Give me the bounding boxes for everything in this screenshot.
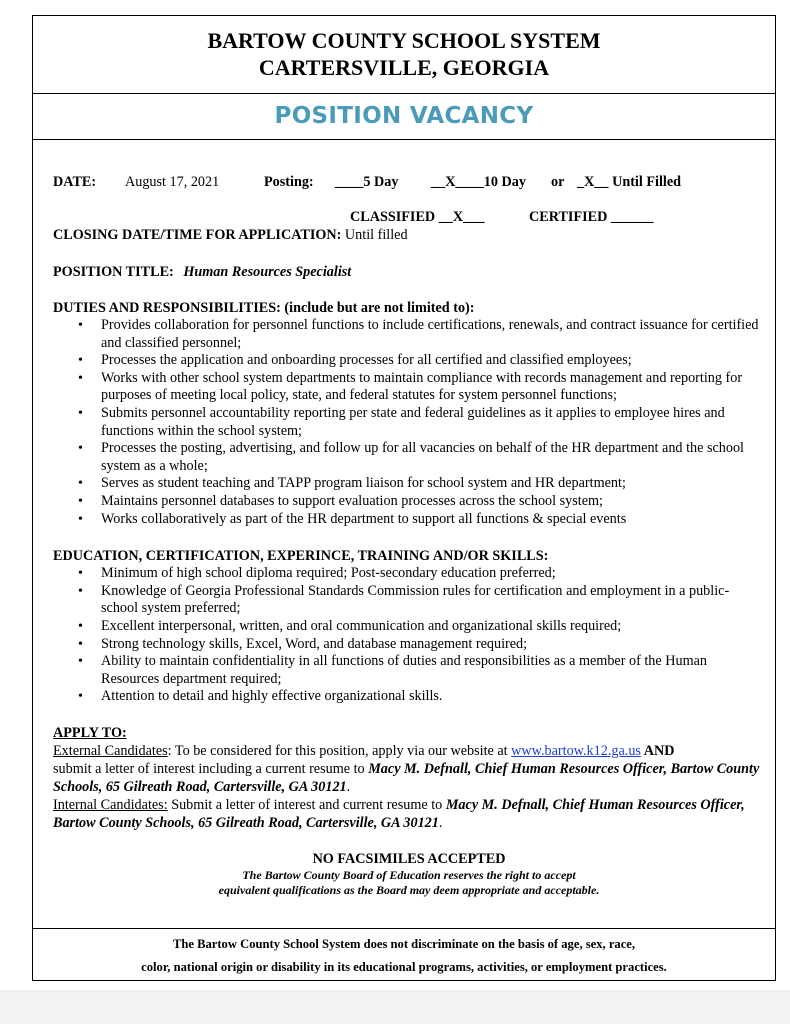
posting-label: Posting: — [264, 174, 314, 190]
education-item: • Attention to detail and highly effective organizational skills. — [53, 688, 765, 706]
school-system-title: BARTOW COUNTY SCHOOL SYSTEM — [207, 28, 601, 53]
until-filled-option: _X__ Until Filled — [577, 174, 682, 190]
hr-contact-external: Macy M. Defnall, Chief Human Resources Officer, Bartow County Schools, 65 Gilreath Road, Cartersville, GA 30121 — [53, 760, 760, 795]
duty-item: • Works with other school system departments to maintain compliance with records management and reporting for purposes of meeting local policy, state, and federal statutes for system personnel functions; — [53, 370, 765, 405]
position-title-label: POSITION TITLE: — [53, 264, 174, 280]
hr-contact-internal: Macy M. Defnall, Chief Human Resources Officer, Bartow County Schools, 65 Gilreath Road, Cartersville, GA 30121 — [53, 796, 745, 831]
category-row — [53, 208, 765, 226]
closing-row — [53, 226, 765, 244]
position-title-row — [53, 263, 765, 281]
closing-label: CLOSING DATE/TIME FOR APPLICATION: — [53, 227, 342, 243]
education-item: • Strong technology skills, Excel, Word, and database management required; — [53, 636, 765, 654]
no-facsimiles-notice: NO FACSIMILES ACCEPTED — [312, 850, 506, 867]
external-candidates-text-2: submit a letter of interest including a current resume to — [53, 760, 369, 777]
or-text: or — [551, 174, 565, 190]
education-item: • Ability to maintain confidentiality in all functions of duties and responsibilities as a member of the Human Resources department required; — [53, 653, 765, 688]
closing-value: Until filled — [344, 227, 408, 243]
internal-candidates-paragraph — [53, 796, 765, 832]
education-item: • Minimum of high school diploma required; Post-secondary education preferred; — [53, 565, 765, 583]
footer-line2: color, national origin or disability in its educational programs, activities, or employment practices. — [141, 960, 667, 974]
internal-candidates-text: Submit a letter of interest and current resume to — [167, 796, 446, 813]
period: . — [346, 778, 351, 795]
page-bottom-background — [0, 990, 790, 1024]
position-vacancy-title: POSITION VACANCY — [33, 94, 775, 140]
footer-line1: The Bartow County School System does not discriminate on the basis of age, sex, race, — [172, 937, 636, 951]
duty-item: • Serves as student teaching and TAPP program liaison for school system and HR department; — [53, 475, 765, 493]
five-day-option: ____5 Day — [335, 174, 399, 190]
duty-item: • Works collaboratively as part of the HR department to support all functions & special events — [53, 511, 765, 529]
duty-item: • Submits personnel accountability reporting per state and federal guidelines as it applies to employee hires and functions within the school system; — [53, 405, 765, 440]
website-link[interactable]: www.bartow.k12.ga.us — [511, 742, 641, 759]
education-list — [53, 565, 765, 706]
vacancy-document — [32, 15, 776, 981]
duty-item: • Provides collaboration for personnel functions to include certifications, renewals, and contract issuance for certified and classified personnel; — [53, 317, 765, 352]
external-candidates-label: External Candidates — [53, 742, 168, 759]
duty-item: • Processes the posting, advertising, and follow up for all vacancies on behalf of the HR department and the school system as a whole; — [53, 440, 765, 475]
duties-heading: DUTIES AND RESPONSIBILITIES: (include but are not limited to): — [53, 300, 475, 316]
duty-item: • Maintains personnel databases to support evaluation processes across the school system; — [53, 493, 765, 511]
ten-day-option: __X____10 Day — [431, 174, 526, 190]
school-location: CARTERSVILLE, GEORGIA — [258, 55, 550, 80]
date-value: August 17, 2021 — [125, 174, 220, 190]
classified-option: CLASSIFIED __X___ — [350, 209, 485, 225]
education-item: • Excellent interpersonal, written, and oral communication and organizational skills required; — [53, 618, 765, 636]
duty-item: • Processes the application and onboarding processes for all certified and classified employees; — [53, 352, 765, 370]
duties-list — [53, 317, 765, 528]
and-text: AND — [640, 742, 675, 759]
apply-heading: APPLY TO: — [53, 724, 127, 741]
internal-candidates-label: Internal Candidates: — [53, 796, 168, 813]
reserve-notice-line1: The Bartow County Board of Education reserves the right to accept — [242, 867, 576, 882]
document-header — [33, 16, 775, 94]
document-body — [53, 140, 765, 898]
date-label: DATE: — [53, 174, 97, 190]
period: . — [438, 814, 443, 831]
nondiscrimination-footer — [33, 928, 775, 982]
external-candidates-paragraph — [53, 742, 765, 796]
external-candidates-text: : To be considered for this position, apply via our website at — [167, 742, 512, 759]
posting-row — [53, 173, 765, 191]
education-item: • Knowledge of Georgia Professional Standards Commission rules for certification and employment in a public-school system preferred; — [53, 583, 765, 618]
position-title-value: Human Resources Specialist — [183, 264, 352, 280]
certified-option: CERTIFIED ______ — [529, 209, 654, 225]
education-heading: EDUCATION, CERTIFICATION, EXPERINCE, TRAINING AND/OR SKILLS: — [53, 548, 549, 565]
reserve-notice-line2: equivalent qualifications as the Board may deem appropriate and acceptable. — [218, 882, 600, 897]
